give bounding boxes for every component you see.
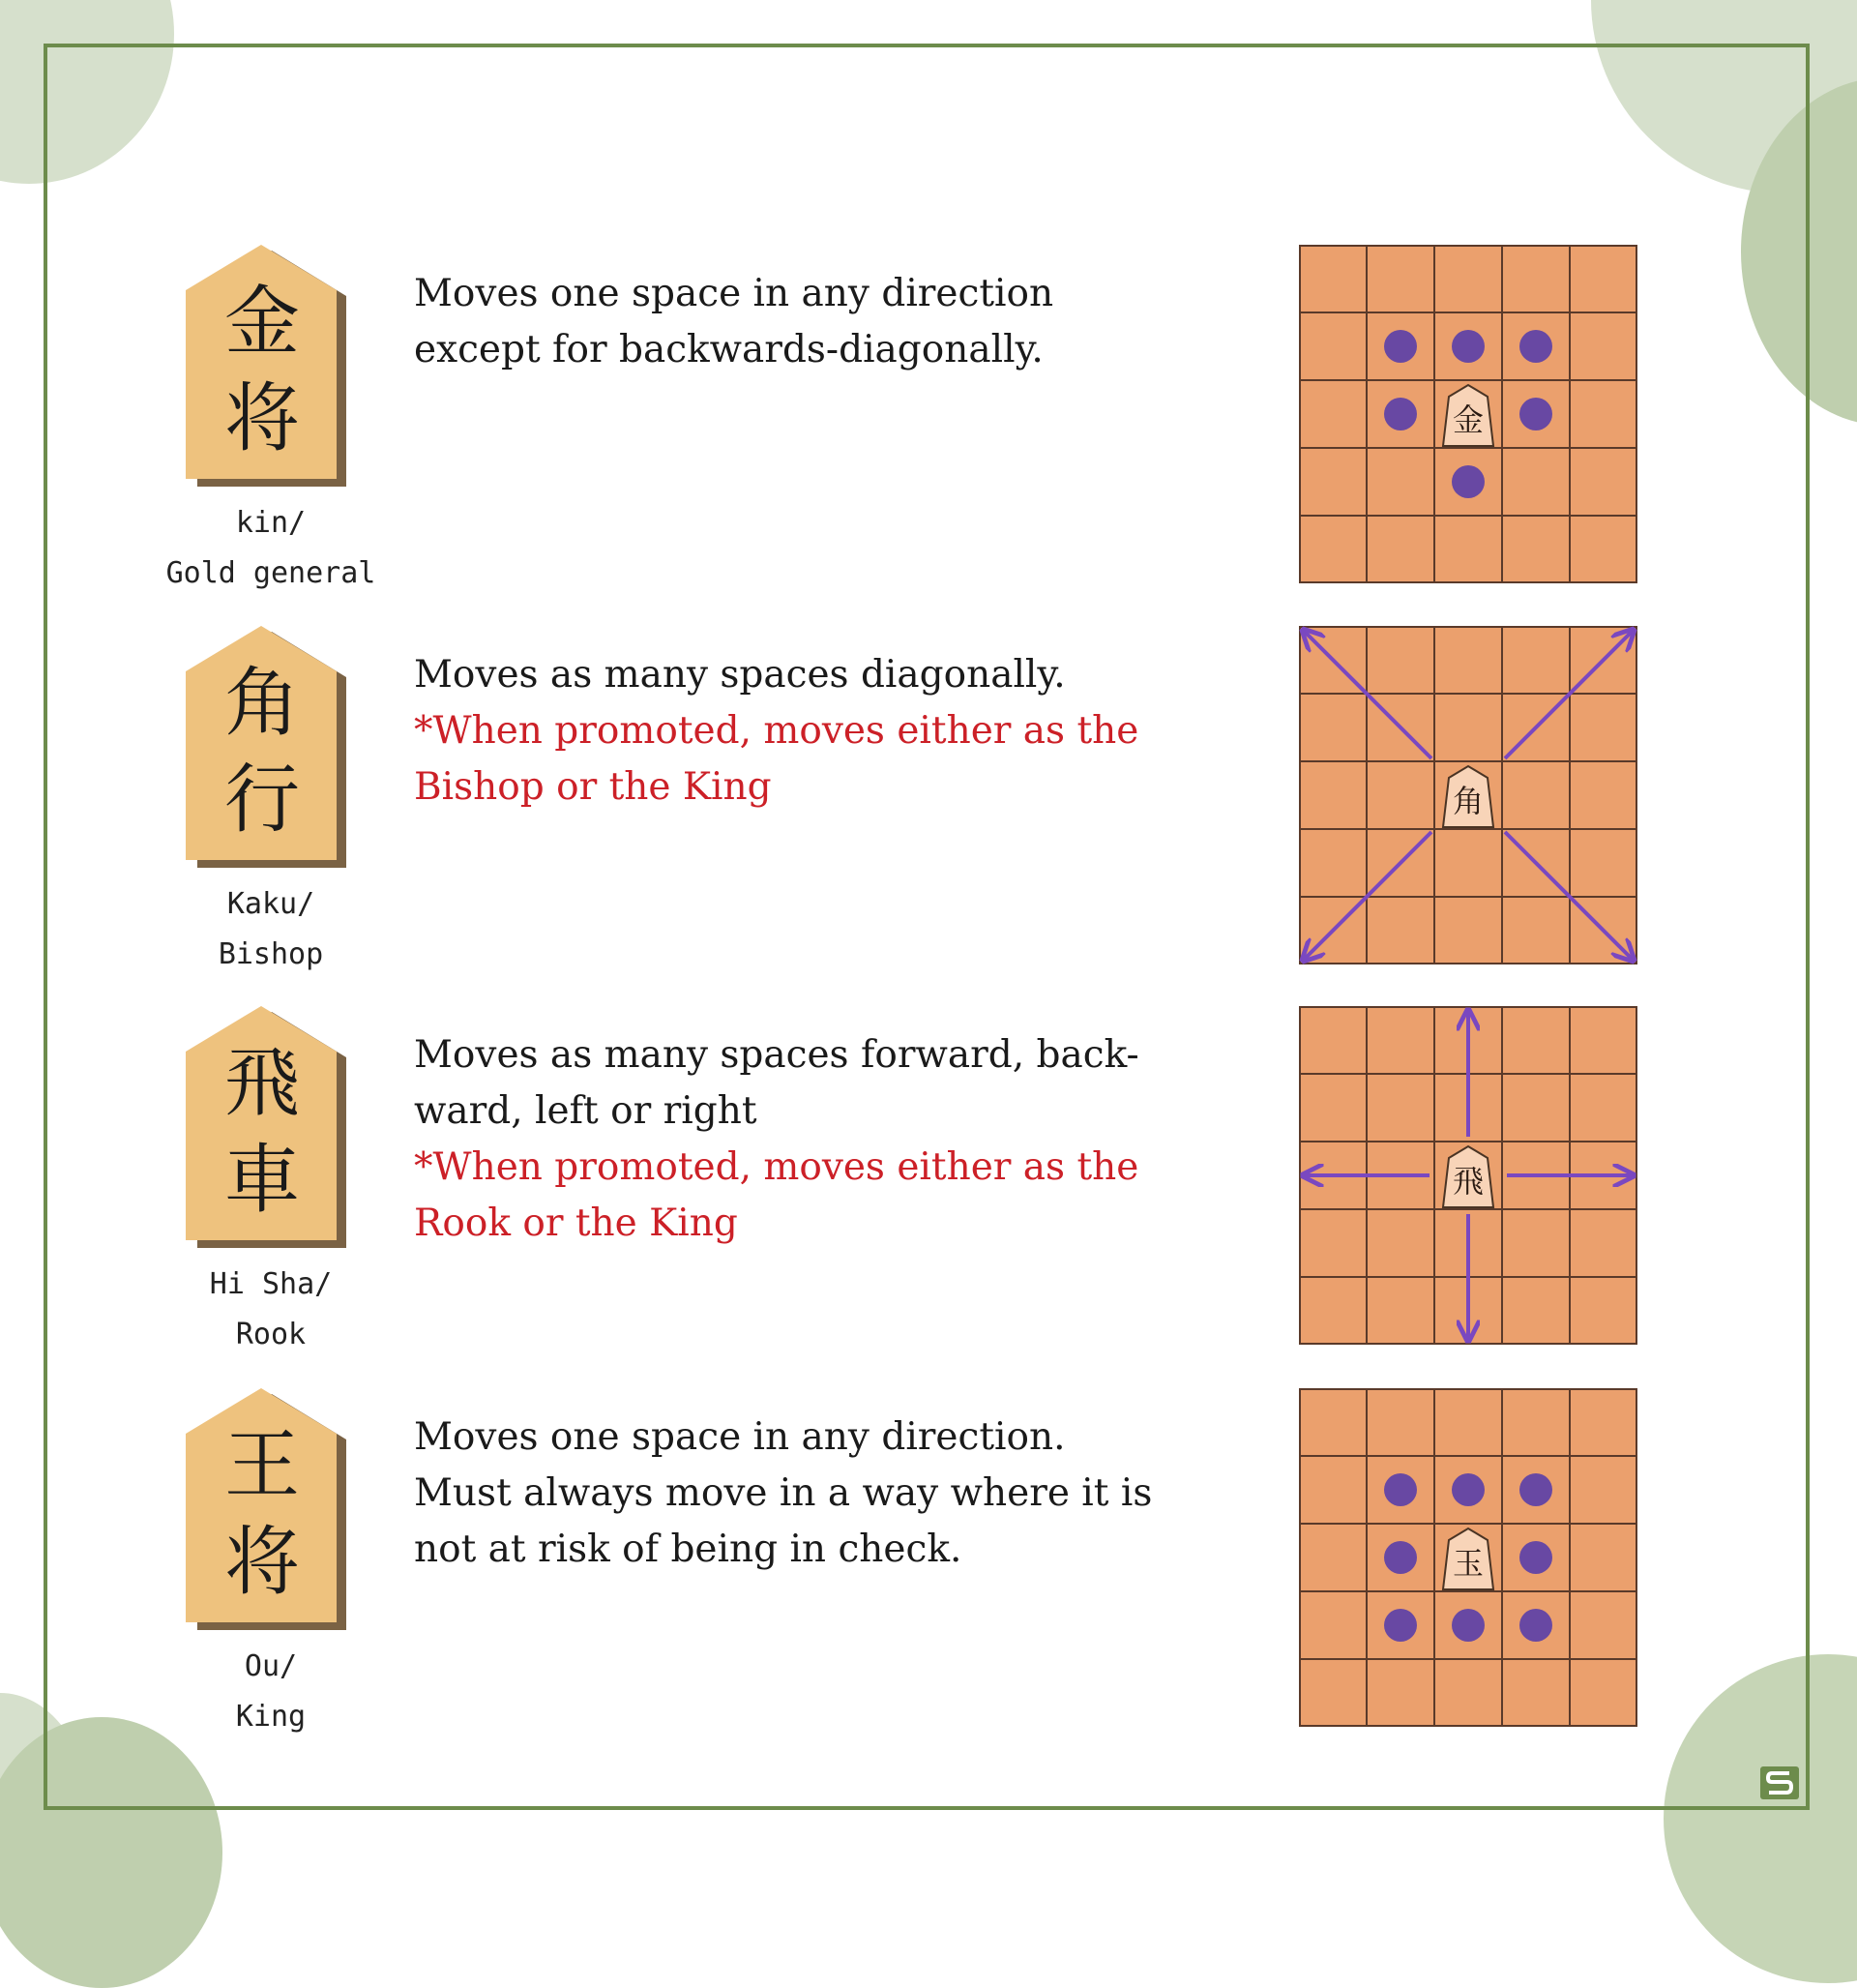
move-dot <box>1384 1609 1417 1642</box>
move-dot <box>1519 1473 1552 1506</box>
piece-romaji: Kaku/ <box>226 887 315 921</box>
piece-tile-rook <box>184 1006 348 1248</box>
move-dot <box>1384 398 1417 430</box>
piece-romaji: Hi Sha/ <box>209 1267 333 1301</box>
piece-description <box>414 1027 1168 1252</box>
piece-row-king <box>0 1388 1857 1756</box>
move-dot <box>1519 1609 1552 1642</box>
promotion-note: *When promoted, moves either as the Rook or the King <box>414 1145 1139 1245</box>
piece-caption <box>145 1260 397 1360</box>
board-piece-label: 玉 <box>1452 1545 1485 1582</box>
piece-row-bishop <box>0 626 1857 994</box>
piece-tile-bishop <box>184 626 348 868</box>
piece-caption <box>145 498 397 599</box>
move-dot <box>1519 1541 1552 1574</box>
piece-description <box>414 647 1168 816</box>
piece-kanji-bottom: 行 <box>223 757 300 844</box>
move-dot <box>1452 465 1485 498</box>
piece-description <box>414 1409 1168 1578</box>
board-piece-label: 金 <box>1452 401 1485 438</box>
piece-english-name: Gold general <box>165 556 376 590</box>
piece-english-name: Rook <box>235 1318 307 1351</box>
piece-kanji-top: 飛 <box>223 1040 300 1127</box>
move-diagram-rook <box>1299 1006 1637 1349</box>
piece-romaji: Ou/ <box>244 1649 298 1683</box>
board-piece-label: 飛 <box>1452 1163 1485 1200</box>
description-text: Moves as many spaces diagonally. <box>414 653 1066 697</box>
piece-kanji-top: 角 <box>223 660 300 747</box>
board-piece-label: 角 <box>1452 783 1485 819</box>
piece-row-rook <box>0 1006 1857 1374</box>
piece-kanji-bottom: 将 <box>223 1519 300 1606</box>
piece-kanji-top: 金 <box>223 279 300 366</box>
piece-english-name: Bishop <box>218 937 324 971</box>
move-dot <box>1452 330 1485 363</box>
board-svg <box>1299 1006 1637 1345</box>
move-dot <box>1384 330 1417 363</box>
piece-tile-king <box>184 1388 348 1630</box>
description-text: Moves as many spaces forward, back- ward, left or right <box>414 1033 1139 1133</box>
board-svg <box>1299 1388 1637 1727</box>
move-dot <box>1384 1541 1417 1574</box>
piece-romaji: kin/ <box>235 506 307 540</box>
move-dot <box>1384 1473 1417 1506</box>
piece-tile-gold <box>184 245 348 487</box>
piece-kanji-bottom: 車 <box>223 1137 300 1224</box>
move-diagram-bishop <box>1299 626 1637 968</box>
move-dot <box>1519 330 1552 363</box>
piece-row-gold <box>0 245 1857 612</box>
description-text: Moves one space in any direction except for backwards-diagonally. <box>414 272 1054 371</box>
move-dot <box>1452 1609 1485 1642</box>
move-dot <box>1452 1473 1485 1506</box>
piece-english-name: King <box>235 1700 307 1734</box>
promotion-note: *When promoted, moves either as the Bishop or the King <box>414 709 1139 809</box>
piece-caption <box>145 1642 397 1742</box>
board-svg <box>1299 626 1637 964</box>
piece-caption <box>145 879 397 980</box>
move-diagram-king <box>1299 1388 1637 1731</box>
board-svg <box>1299 245 1637 583</box>
s-logo-icon <box>1760 1766 1799 1799</box>
piece-kanji-bottom: 将 <box>223 375 300 462</box>
piece-description <box>414 266 1168 378</box>
description-text: Moves one space in any direction. Must always move in a way where it is not at risk of being in check. <box>414 1415 1153 1571</box>
move-diagram-gold <box>1299 245 1637 587</box>
piece-kanji-top: 王 <box>223 1422 300 1509</box>
move-dot <box>1519 398 1552 430</box>
